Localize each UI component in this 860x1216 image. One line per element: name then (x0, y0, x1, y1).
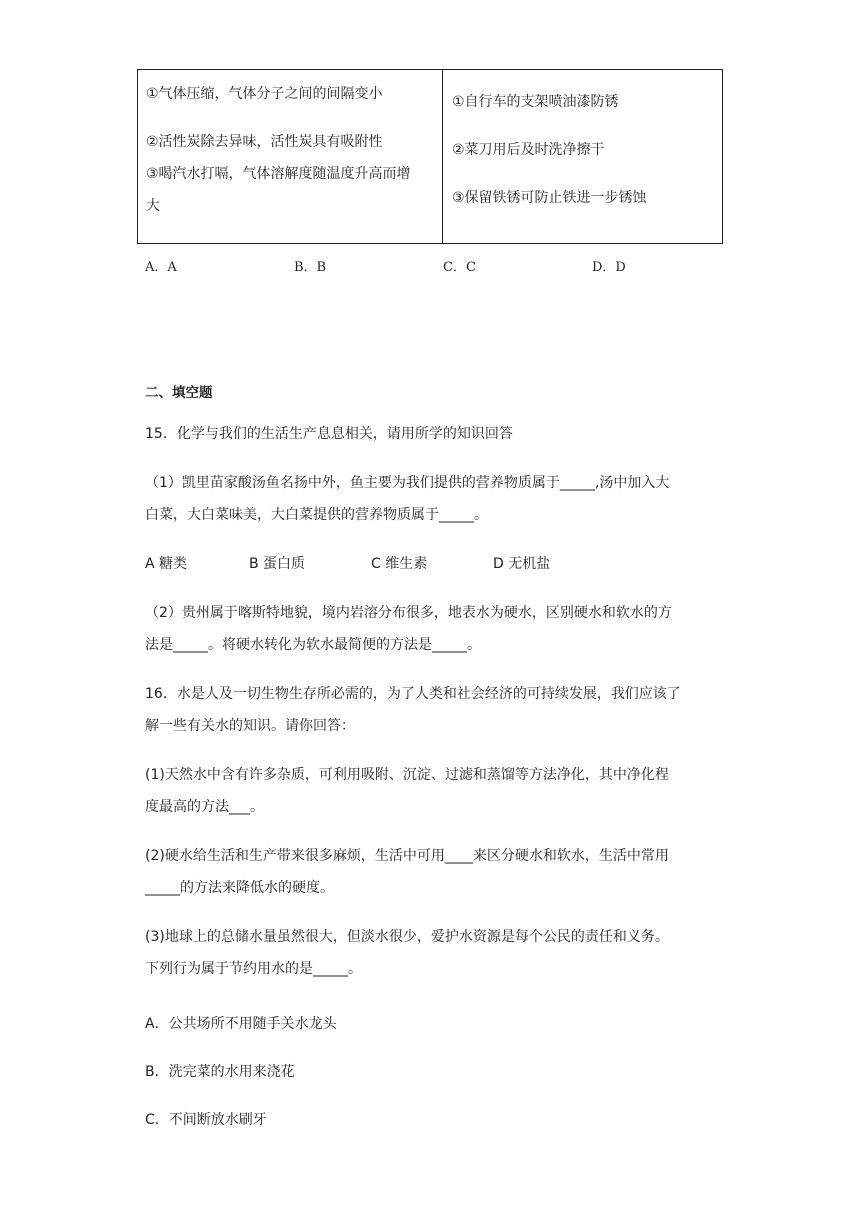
q15-part2-line2: 法是_____。将硬水转化为软水最简便的方法是_____。 (145, 637, 481, 653)
table-divider (442, 70, 443, 243)
table-right-line-3: ③保留铁锈可防止铁进一步锈蚀 (452, 190, 647, 206)
table-left-line-2: ②活性炭除去异味，活性炭具有吸附性 (146, 134, 383, 150)
q16-part1-line2: 度最高的方法___。 (145, 799, 264, 815)
q16-option-c: C．不间断放水刷牙 (145, 1112, 267, 1128)
q16-option-b: B．洗完菜的水用来浇花 (145, 1064, 295, 1080)
q16-stem-line1: 16．水是人及一切生物生存所必需的，为了人类和社会经济的可持续发展，我们应该了 (145, 686, 681, 702)
q14-option-d: D．D (592, 260, 626, 275)
q14-option-a: A．A (145, 260, 177, 275)
q15-choice-a: A 糖类 (145, 556, 188, 572)
q15-part1-line1: （1）凯里苗家酸汤鱼名扬中外，鱼主要为我们提供的营养物质属于_____,汤中加入大 (145, 475, 670, 491)
q16-part3-line1: (3)地球上的总储水量虽然很大，但淡水很少，爱护水资源是每个公民的责任和义务。 (145, 929, 669, 945)
q15-stem: 15．化学与我们的生活生产息息相关，请用所学的知识回答 (145, 426, 513, 442)
options-table (137, 69, 723, 244)
q14-option-b: B．B (294, 260, 327, 275)
q16-part2-line1: (2)硬水给生活和生产带来很多麻烦，生活中可用____来区分硬水和软水，生活中常用 (145, 848, 669, 864)
section-title: 二、填空题 (145, 385, 213, 401)
q16-option-a: A．公共场所不用随手关水龙头 (145, 1016, 337, 1032)
q15-choice-d: D 无机盐 (493, 556, 551, 572)
table-left-line-1: ①气体压缩，气体分子之间的间隔变小 (146, 86, 383, 102)
q15-choice-c: C 维生素 (371, 556, 428, 572)
table-left-line-3: ③喝汽水打嗝，气体溶解度随温度升高而增 (146, 166, 411, 182)
q15-choice-b: B 蛋白质 (249, 556, 306, 572)
q16-part1-line1: (1)天然水中含有许多杂质，可利用吸附、沉淀、过滤和蒸馏等方法净化，其中净化程 (145, 767, 669, 783)
q16-part2-line2: _____的方法来降低水的硬度。 (145, 880, 334, 896)
q15-part2-line1: （2）贵州属于喀斯特地貌，境内岩溶分布很多，地表水为硬水，区别硬水和软水的方 (145, 605, 672, 621)
table-right-line-2: ②菜刀用后及时洗净擦干 (452, 142, 605, 158)
table-right-line-1: ①自行车的支架喷油漆防锈 (452, 94, 619, 110)
q16-part3-line2: 下列行为属于节约用水的是_____。 (145, 961, 362, 977)
q16-stem-line2: 解一些有关水的知识。请你回答： (145, 718, 355, 734)
table-left-line-4: 大 (146, 198, 160, 214)
q15-part1-line2: 白菜，大白菜味美，大白菜提供的营养物质属于_____。 (145, 507, 488, 523)
q14-option-c: C．C (443, 260, 476, 275)
